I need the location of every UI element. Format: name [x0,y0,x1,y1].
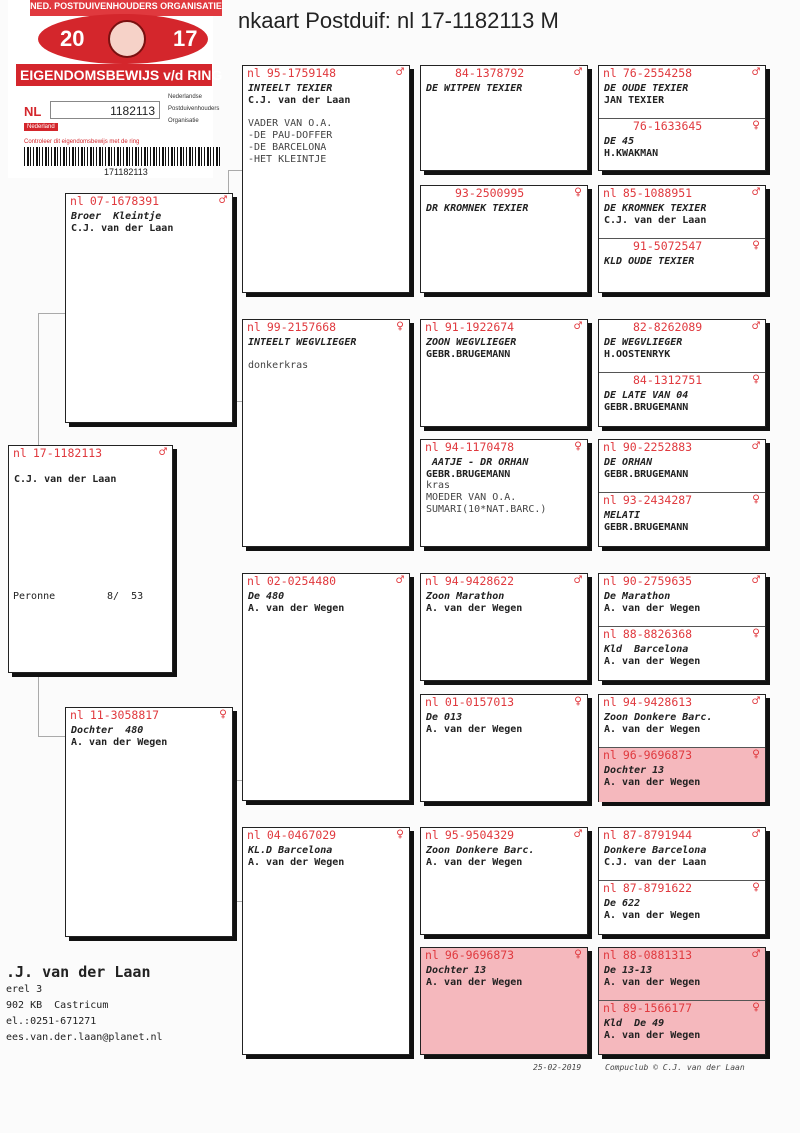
ring-number: 76-2554258 [622,66,693,80]
owner: A. van der Wegen [604,910,701,921]
sex-icon: ♀ [752,238,760,253]
sex-icon: ♂ [752,439,760,454]
barcode-icon [24,147,220,166]
owner: GEBR.BRUGEMANN [604,522,689,533]
note: VADER VAN O.A. [248,118,333,129]
pigeon-name: Dochter 13 [604,765,665,776]
great-grandparent-card [420,439,588,547]
sex-icon: ♀ [752,747,760,762]
sex-icon: ♀ [752,492,760,507]
sex-icon: ♀ [219,707,227,722]
sex-icon: ♂ [752,694,760,709]
ring-prefix: nl [70,194,84,208]
sex-icon: ♀ [396,827,404,842]
owner: GEBR.BRUGEMANN [604,469,689,480]
ring-prefix: nl [603,493,617,507]
note: donkerkras [248,360,309,371]
owner: GEBR.BRUGEMANN [426,349,511,360]
great-grandparent-card [420,947,588,1055]
race-name: Peronne [13,591,56,602]
owner: A. van der Wegen [426,857,523,868]
certificate-org: NED. POSTDUIVENHOUDERS ORGANISATIE [30,0,222,16]
ring-number: 87-8791622 [622,881,693,895]
pigeon-name: De 480 [248,591,285,602]
ring-number: 94-9428622 [444,574,515,588]
pigeon-name: INTEELT TEXIER [248,83,333,94]
pigeon-name: Zoon Marathon [426,591,505,602]
ring-number: 90-2252883 [622,440,693,454]
ring-prefix: nl [247,574,261,588]
sex-icon: ♀ [574,947,582,962]
owner: C.J. van der Laan [14,474,117,485]
owner: A. van der Wegen [71,737,168,748]
ancestor-pair-card [598,694,766,802]
ring-number: 99-2157668 [266,320,337,334]
ring-number: 07-1678391 [89,194,160,208]
ring-prefix: nl [603,881,617,895]
print-date: 25-02-2019 [533,1063,582,1072]
sex-icon: ♀ [574,694,582,709]
ring-prefix: nl [603,695,617,709]
ring-number: 84-1312751 [633,373,703,387]
sex-icon: ♀ [574,439,582,454]
ring-number: 85-1088951 [622,186,693,200]
great-grandparent-card [420,319,588,427]
great-grandparent-card [420,573,588,681]
ancestor-pair-card [598,827,766,935]
great-grandparent-card [420,827,588,935]
note: MOEDER VAN O.A. [426,492,517,503]
pigeon-name: ZOON WEGVLIEGER [426,337,517,348]
ring-number: 02-0254480 [266,574,337,588]
pigeon-name: KLD OUDE TEXIER [604,256,695,267]
owner: A. van der Wegen [604,603,701,614]
pigeon-name: Zoon Donkere Barc. [604,712,713,723]
certificate-control-text: Controleer dit eigendomsbewijs met de ring [24,139,140,145]
great-grandparent-card [420,65,588,171]
ring-prefix: nl [603,828,617,842]
pigeon-name: DE OUDE TEXIER [604,83,689,94]
ring-prefix: nl [425,440,439,454]
note: kras [426,480,451,491]
ring-number: 94-9428613 [622,695,693,709]
breeder-street: erel 3 [6,984,43,995]
ring-number: 94-1170478 [444,440,515,454]
ring-number: 01-0157013 [444,695,515,709]
ring-number: 91-1922674 [444,320,515,334]
owner: A. van der Wegen [248,603,345,614]
subject-card [8,445,173,673]
sex-icon: ♂ [219,193,227,208]
ancestor-pair-card [598,319,766,427]
ring-prefix: nl [70,708,84,722]
owner: JAN TEXIER [604,95,665,106]
certificate-banner: EIGENDOMSBEWIJS v/d RING [16,64,212,86]
sex-icon: ♂ [574,319,582,334]
pigeon-name: Dochter 480 [71,725,144,736]
ring-prefix: nl [603,66,617,80]
breeder-info [6,962,163,1046]
note: -HET KLEINTJE [248,154,327,165]
grandparent-card [242,65,410,293]
sire-card [65,193,233,423]
ring-number: 87-8791944 [622,828,693,842]
ring-prefix: nl [603,574,617,588]
ancestor-pair-card [598,439,766,547]
sex-icon: ♂ [752,573,760,588]
sex-icon: ♂ [574,827,582,842]
breeder-email[interactable]: ees.van.der.laan@planet.nl [6,1032,163,1043]
certificate-side-p: Postduivenhouders [168,106,220,112]
ring-number: 17-1182113 [32,446,103,460]
owner: A. van der Wegen [426,977,523,988]
owner: A. van der Wegen [426,724,523,735]
ring-prefix: nl [13,446,27,460]
ring-prefix: nl [425,695,439,709]
ring-prefix: nl [425,574,439,588]
owner: H.OOSTENRYK [604,349,671,360]
pigeon-name: De 013 [426,712,463,723]
certificate-year-right: 17 [173,26,198,51]
owner: C.J. van der Laan [604,857,707,868]
note: -DE BARCELONA [248,142,327,153]
barcode-number: 171182113 [104,167,148,177]
sex-icon: ♀ [752,372,760,387]
ring-prefix: nl [603,948,617,962]
certificate-number: 1182113 [50,101,160,119]
ring-number: 84-1378792 [455,66,525,80]
owner: C.J. van der Laan [71,223,174,234]
pigeon-name: DE 45 [604,136,635,147]
ring-number: 11-3058817 [89,708,160,722]
pigeon-name: DE ORHAN [604,457,653,468]
ring-number: 88-8826368 [622,627,693,641]
pigeon-name: Zoon Donkere Barc. [426,845,535,856]
owner: A. van der Wegen [604,656,701,667]
ring-number: 93-2500995 [455,186,525,200]
pigeon-name: Broer Kleintje [71,211,162,222]
pigeon-name: DE WEGVLIEGER [604,337,683,348]
pigeon-name: KL.D Barcelona [248,845,333,856]
ring-prefix: nl [247,66,261,80]
sex-icon: ♂ [752,947,760,962]
sex-icon: ♂ [752,65,760,80]
ring-prefix: nl [247,320,261,334]
ring-prefix: nl [603,627,617,641]
great-grandparent-card [420,185,588,293]
pigeon-name: De 622 [604,898,641,909]
note: SUMARI(10*NAT.BARC.) [426,504,547,515]
owner: A. van der Wegen [604,777,701,788]
certificate-side-n: Nederlandse [168,94,203,100]
ring-number: 82-8262089 [633,320,703,334]
certificate-side-o: Organisatie [168,118,199,124]
sex-icon: ♀ [752,118,760,133]
ring-number: 96-9696873 [444,948,515,962]
sex-icon: ♀ [752,626,760,641]
ring-prefix: nl [247,828,261,842]
pigeon-name: AATJE - DR ORHAN [426,457,529,468]
note: -DE PAU-DOFFER [248,130,333,141]
breeder-phone: el.:0251-671271 [6,1016,97,1027]
breeder-name: .J. van der Laan [6,963,151,981]
connector-line [38,313,66,450]
sex-icon: ♂ [159,445,167,460]
sex-icon: ♂ [574,573,582,588]
ring-prefix: nl [603,1001,617,1015]
owner: H.KWAKMAN [604,148,659,159]
sex-icon: ♀ [396,319,404,334]
sex-icon: ♂ [752,185,760,200]
owner: A. van der Wegen [604,977,701,988]
breeder-city: 902 KB Castricum [6,1000,109,1011]
ring-prefix: nl [603,748,617,762]
owner: A. van der Wegen [604,1030,701,1041]
pigeon-name: De Marathon [604,591,671,602]
pigeon-name: MELATI [604,510,641,521]
sex-icon: ♀ [752,880,760,895]
pigeon-name: INTEELT WEGVLIEGER [248,337,357,348]
great-grandparent-card [420,694,588,802]
ring-prefix: nl [425,320,439,334]
certificate-country: NL [24,104,42,119]
pigeon-name: DE WITPEN TEXIER [426,83,523,94]
ring-certificate [8,0,223,178]
ring-prefix: nl [425,948,439,962]
sex-icon: ♂ [396,573,404,588]
ring-number: 95-9504329 [444,828,515,842]
ring-number: 90-2759635 [622,574,693,588]
sex-icon: ♂ [396,65,404,80]
sex-icon: ♀ [574,185,582,200]
owner: A. van der Wegen [426,603,523,614]
ring-number: 88-0881313 [622,948,693,962]
ring-number: 89-1566177 [622,1001,693,1015]
ring-number: 96-9696873 [622,748,693,762]
pigeon-name: DE LATE VAN 04 [604,390,689,401]
grandparent-card [242,827,410,1055]
certificate-tag: Nederland [24,123,58,131]
page-title: nkaart Postduif: nl 17-1182113 M [238,8,559,33]
pigeon-name: Dochter 13 [426,965,487,976]
pigeon-name: Kld De 49 [604,1018,665,1029]
ring-prefix: nl [603,186,617,200]
pigeon-name: DR KROMNEK TEXIER [426,203,529,214]
software-credit: Compuclub © C.J. van der Laan [605,1063,745,1072]
ring-prefix: nl [425,828,439,842]
connector-line [38,675,66,737]
ring-number: 91-5072547 [633,239,703,253]
owner: GEBR.BRUGEMANN [426,469,511,480]
pigeon-name: Kld Barcelona [604,644,689,655]
pigeon-name: Donkere Barcelona [604,845,707,856]
ring-number: 93-2434287 [622,493,693,507]
sex-icon: ♂ [752,827,760,842]
ring-prefix: nl [603,440,617,454]
lion-emblem-icon [108,20,146,58]
sex-icon: ♀ [752,1000,760,1015]
owner: A. van der Wegen [248,857,345,868]
ring-number: 95-1759148 [266,66,337,80]
owner: GEBR.BRUGEMANN [604,402,689,413]
owner: A. van der Wegen [604,724,701,735]
pigeon-name: De 13-13 [604,965,653,976]
ancestor-pair-card [598,947,766,1055]
certificate-year-left: 20 [60,26,85,51]
owner: C.J. van der Laan [604,215,707,226]
dam-card [65,707,233,937]
ancestor-pair-card [598,185,766,293]
ring-number: 04-0467029 [266,828,337,842]
grandparent-card [242,319,410,547]
sex-icon: ♂ [574,65,582,80]
owner: C.J. van der Laan [248,95,351,106]
grandparent-card [242,573,410,801]
ancestor-pair-card [598,65,766,171]
pigeon-name: DE KROMNEK TEXIER [604,203,707,214]
race-result: 8/ 53 [107,591,144,602]
sex-icon: ♂ [752,319,760,334]
ancestor-pair-card [598,573,766,681]
ring-number: 76-1633645 [633,119,703,133]
